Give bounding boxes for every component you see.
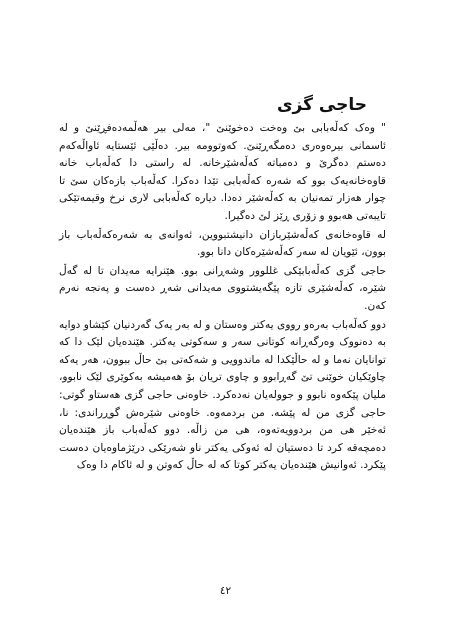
paragraph-4: دوو کەڵەباب بەرەو رووی یەکتر وەستان و لە بەر یەک گەردنیان کێشاو دوایە بە دەنووک وەرگەڕانە کوتانی سەر و سەکوتی یەکتر. هێندەیان لێک دا کە توانایان نەما و لە حاڵێکدا لە ماندوویی و شەکەتی بێ حاڵ ببوون، هەر یەکە چاوێکیان خوێنی تێ گەڕابوو و چاوی تریان بۆ هەمیشە بەکوێری لێک نابوو، ملیان پێکەوە نابوو و جوولەیان نەدەکرد. خاوەنی حاجی گزی هەستاو گوتی: حاجی گزی من لە پێشە. من بردمەوە. خاوەنی شێرەش گوڕراندی: نا، ئەخێر هی من بردوویەتەوە، هی من زاڵە. دوو کەڵەباب باز هێندەیان دەمچەقە کرد تا دەستیان لە ئەوکی یەکتر ناو شەرێکی درێژماوەیان دەست پێکرد. ئەوانیش هێندەیان یەکتر کوتا کە لە حاڵ کەوتن و لە ئاکام دا وەک <box>59 318 386 472</box>
page-number: ٤٢ <box>219 585 232 597</box>
paragraph-1: " وەک کەڵەبابی بێ وەخت دەخوێنێ "، مەلی بیر هەڵمەدەفڕێنێ و لە ئاسمانی بیرەوەری دەمگەڕێنێ. کەوتوومە بیر. دەڵێی ئێستایە ئاواڵەکەم دەستم دەگرێ و دەمباتە کەڵەشێرخانە. لە راستی دا کەڵەباب خانە قاوەخانەیەک بوو کە شەرە کەڵەبابی تێدا دەکرا. کەڵەباب بازەکان سێ تا چوار هەزار تمەنیان بە کەڵەشێر دەدا. دیارە کەڵەبابی لاری نرخ وقیمەتێکی تایبەتی هەبوو و زۆری ڕێز لێ دەگیرا. <box>59 122 386 222</box>
body-text <box>59 120 386 476</box>
page-title: حاجی گزی <box>276 95 367 115</box>
paragraph-3: حاجی گزی کەڵەبابێکی غللوور وشەڕانی بوو. هێنرایە مەیدان تا لە گەڵ شێرە، کەڵەشێری تازە پێگەیشتووی مەیدانی شەڕ دەست و پەنجە نەرم کەن. <box>59 264 386 312</box>
paragraph-2: لە قاوەخانەی کەڵەشێربازان دانیشتبووین، ئەوانەی بە شەرەکەڵەباب باز بوون، ئێویان لە سەر کەڵەشێرەکان دانا بوو. <box>59 228 386 259</box>
